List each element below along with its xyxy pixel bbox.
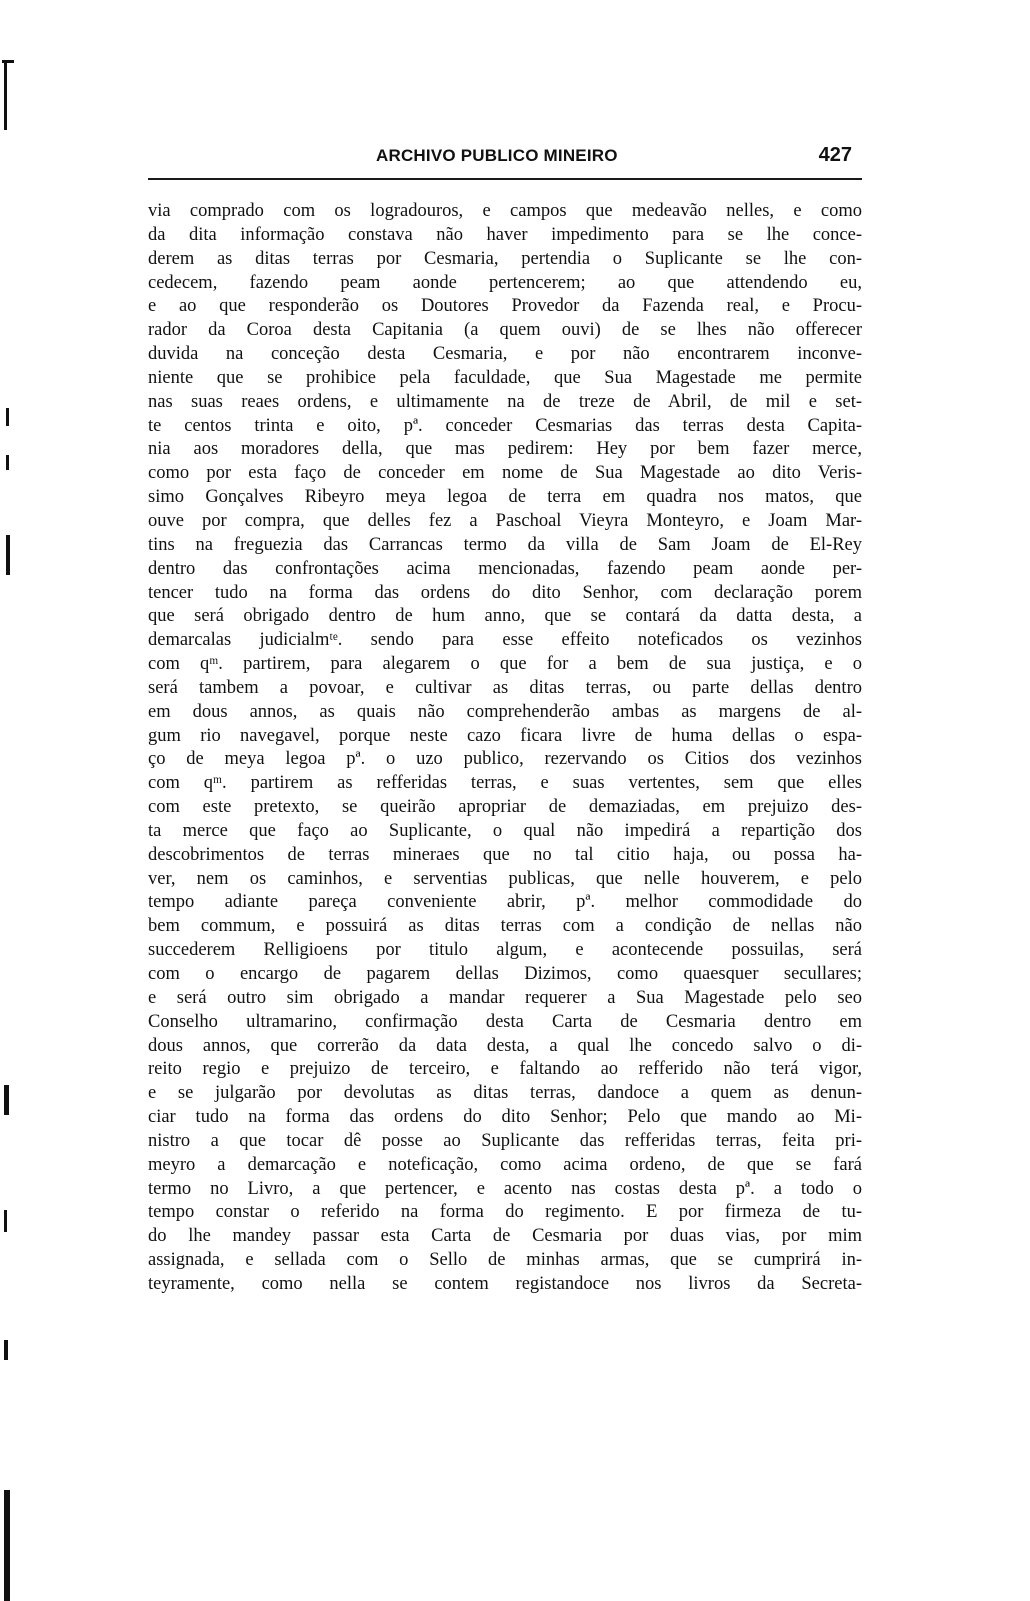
text-line: cedecem, fazendo peam aonde pertencerem; ao que attendendo eu,: [148, 272, 862, 293]
scan-edge-mark: [6, 455, 9, 470]
text-line: tins na freguezia das Carrancas termo da villa de Sam Joam de El-Rey: [148, 534, 862, 555]
text-line: ço de meya legoa pª. o uzo publico, rezervando os Citios dos vezinhos: [148, 749, 862, 770]
text-line: reito regio e prejuizo de terceiro, e faltando ao refferido não terá vigor,: [148, 1059, 862, 1080]
text-line: Conselho ultramarino, confirmação desta Carta de Cesmaria dentro em: [148, 1011, 862, 1032]
scan-edge-mark: [6, 535, 10, 575]
scan-edge-mark: [4, 1340, 8, 1360]
scan-edge-mark: [4, 1085, 9, 1115]
text-line: com qᵐ. partirem, para alegarem o que for a bem de sua justiça, e o: [148, 654, 862, 675]
text-line: termo no Livro, a que pertencer, e acento nas costas desta pª. a todo o: [148, 1178, 862, 1199]
scan-edge-mark: [4, 1210, 7, 1232]
running-title: ARCHIVO PUBLICO MINEIRO: [376, 146, 618, 165]
text-line: gum rio navegavel, porque neste cazo ficara livre de huma dellas o espa-: [148, 725, 862, 746]
page-number: 427: [818, 144, 852, 166]
text-line: e se julgarão por devolutas as ditas terras, dandoce a quem as denun-: [148, 1083, 862, 1104]
text-line: com qᵐ. partirem as refferidas terras, e suas vertentes, sem que elles: [148, 773, 862, 794]
text-line: em dous annos, as quais não comprehenderão ambas as margens de al-: [148, 701, 862, 722]
scan-edge-mark: [2, 60, 14, 63]
text-line: assignada, e sellada com o Sello de minhas armas, que se cumprirá in-: [148, 1250, 862, 1271]
text-line: nas suas reaes ordens, e ultimamente na de treze de Abril, de mil e set-: [148, 391, 862, 412]
text-line: com o encargo de pagarem dellas Dizimos, como quaesquer secullares;: [148, 964, 862, 984]
text-line: nistro a que tocar dê posse ao Suplicante das refferidas terras, feita pri-: [148, 1130, 862, 1151]
text-line: que será obrigado dentro de hum anno, que se contará da datta desta, a: [148, 606, 862, 627]
text-line: tempo constar o referido na forma do regimento. E por firmeza de tu-: [148, 1202, 862, 1223]
text-line: dous annos, que correrão da data desta, a qual lhe concedo salvo o di-: [148, 1035, 862, 1056]
text-line: demarcalas judicialmᵗᵉ. sendo para esse effeito noteficados os vezinhos: [148, 630, 862, 651]
text-line: te centos trinta e oito, pª. conceder Cesmarias das terras desta Capita-: [148, 415, 862, 436]
text-line: será tambem a povoar, e cultivar as ditas terras, ou parte dellas dentro: [148, 677, 862, 698]
text-line: descobrimentos de terras mineraes que no tal citio haja, ou possa ha-: [148, 844, 862, 865]
text-line: niente que se prohibice pela faculdade, que Sua Magestade me permite: [148, 367, 862, 388]
text-line: duvida na conceção desta Cesmaria, e por não encontrarem inconve-: [148, 344, 862, 365]
text-line: como por esta faço de conceder em nome de Sua Magestade ao dito Veris-: [148, 463, 862, 484]
text-line: ciar tudo na forma das ordens do dito Senhor; Pelo que mando ao Mi-: [148, 1107, 862, 1128]
text-line: da dita informação constava não haver impedimento para se lhe conce-: [148, 224, 862, 245]
text-line: tempo adiante pareça conveniente abrir, pª. melhor commodidade do: [148, 892, 862, 913]
text-line: do lhe mandey passar esta Carta de Cesmaria por duas vias, por mim: [148, 1226, 862, 1247]
text-line: meyro a demarcação e noteficação, como acima ordeno, de que se fará: [148, 1154, 862, 1175]
scan-edge-mark: [6, 408, 9, 426]
page-header: [148, 146, 862, 178]
text-line: tencer tudo na forma das ordens do dito Senhor, com declaração porem: [148, 582, 862, 603]
text-line: e será outro sim obrigado a mandar requerer a Sua Magestade pelo seo: [148, 987, 862, 1008]
text-line: ver, nem os caminhos, e serventias publicas, que nelle houverem, e pelo: [148, 868, 862, 889]
text-line: rador da Coroa desta Capitania (a quem ouvi) de se lhes não offerecer: [148, 320, 862, 341]
text-line: e ao que responderão os Doutores Provedor da Fazenda real, e Procu-: [148, 296, 862, 317]
scan-edge-mark: [4, 1490, 10, 1601]
text-line: com este pretexto, se queirão apropriar de demaziadas, em prejuizo des-: [148, 797, 862, 818]
body-text: [148, 200, 862, 1297]
text-line: succederem Relligioens por titulo algum, e acontecende possuilas, será: [148, 940, 862, 961]
text-line: bem commum, e possuirá as ditas terras com a condição de nellas não: [148, 916, 862, 937]
text-line: simo Gonçalves Ribeyro meya legoa de terra em quadra nos matos, que: [148, 487, 862, 508]
text-line: nia aos moradores della, que mas pedirem: Hey por bem fazer merce,: [148, 439, 862, 460]
scan-edge-mark: [4, 60, 7, 130]
text-line: ouve por compra, que delles fez a Paschoal Vieyra Monteyro, e Joam Mar-: [148, 510, 862, 531]
header-rule: [148, 178, 862, 180]
text-line: derem as ditas terras por Cesmaria, pertendia o Suplicante se lhe con-: [148, 248, 862, 269]
text-line: dentro das confrontações acima mencionadas, fazendo peam aonde per-: [148, 558, 862, 579]
text-line: teyramente, como nella se contem registandoce nos livros da Secreta-: [148, 1273, 862, 1294]
text-line: via comprado com os logradouros, e campos que medeavão nelles, e como: [148, 201, 862, 221]
text-line: ta merce que faço ao Suplicante, o qual não impedirá a repartição dos: [148, 820, 862, 841]
